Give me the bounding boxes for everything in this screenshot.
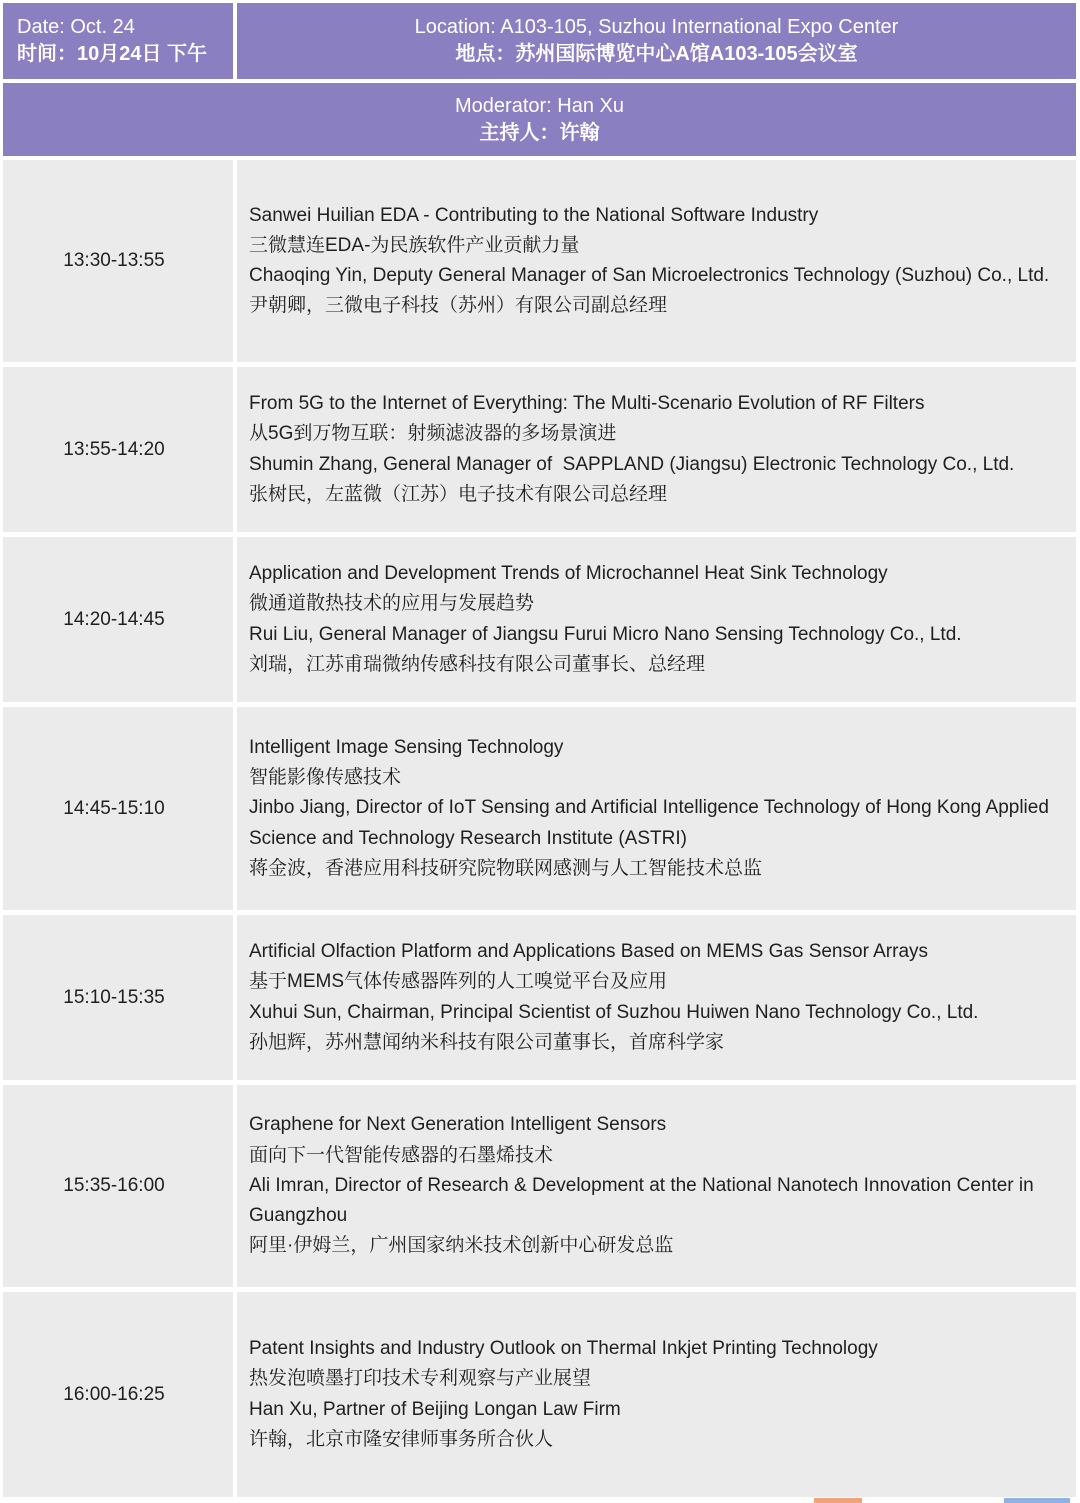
session-title-en: Application and Development Trends of Microchannel Heat Sink Technology xyxy=(249,563,888,585)
session-title-cn: 面向下一代智能传感器的石墨烯技术 xyxy=(249,1144,554,1166)
session-speaker-en: Jinbo Jiang, Director of IoT Sensing and Artificial Intelligence Technology of Hong Kong Applied Science and Technology Research Institute (ASTRI) xyxy=(249,797,1049,849)
session-title-en: From 5G to the Internet of Everything: The Multi-Scenario Evolution of RF Filters xyxy=(249,393,925,415)
session-speaker-cn: 蒋金波，香港应用科技研究院物联网感测与人工智能技术总监 xyxy=(249,857,763,879)
session-time: 15:10-15:35 xyxy=(3,915,233,1080)
session-title-en: Artificial Olfaction Platform and Applications Based on MEMS Gas Sensor Arrays xyxy=(249,941,929,963)
session-details xyxy=(237,367,1076,532)
session-time: 13:30-13:55 xyxy=(3,160,233,362)
location-en: Location: A103-105, Suzhou International Expo Center xyxy=(414,16,899,38)
accent-bar-blue xyxy=(1004,1498,1070,1503)
session-details xyxy=(237,707,1076,910)
session-speaker-en: Shumin Zhang, General Manager of SAPPLAND (Jiangsu) Electronic Technology Co., Ltd. xyxy=(249,453,1015,475)
session-row xyxy=(3,160,1076,362)
location-cn: 地点：苏州国际博览中心A馆A103-105会议室 xyxy=(455,43,858,65)
session-details xyxy=(237,1292,1076,1497)
session-speaker-cn: 许翰，北京市隆安律师事务所合伙人 xyxy=(249,1428,554,1450)
moderator-cn: 主持人：许翰 xyxy=(479,122,600,144)
session-title-cn: 基于MEMS气体传感器阵列的人工嗅觉平台及应用 xyxy=(249,971,668,993)
session-row xyxy=(3,1085,1076,1287)
date-cell xyxy=(3,3,233,79)
session-time: 14:45-15:10 xyxy=(3,707,233,910)
session-speaker-en: Han Xu, Partner of Beijing Longan Law Firm xyxy=(249,1398,621,1420)
session-details xyxy=(237,537,1076,702)
session-time: 15:35-16:00 xyxy=(3,1085,233,1287)
session-row xyxy=(3,367,1076,532)
session-title-en: Intelligent Image Sensing Technology xyxy=(249,736,564,758)
date-en: Date: Oct. 24 xyxy=(17,16,135,38)
session-speaker-en: Rui Liu, General Manager of Jiangsu Furui Micro Nano Sensing Technology Co., Ltd. xyxy=(249,623,962,645)
session-title-cn: 热发泡喷墨打印技术专利观察与产业展望 xyxy=(249,1368,592,1390)
session-row xyxy=(3,537,1076,702)
session-title-en: Patent Insights and Industry Outlook on Thermal Inkjet Printing Technology xyxy=(249,1338,878,1360)
session-row xyxy=(3,1292,1076,1497)
session-row xyxy=(3,915,1076,1080)
session-title-cn: 三微慧连EDA-为民族软件产业贡献力量 xyxy=(249,234,580,256)
date-cn: 时间：10月24日 下午 xyxy=(17,43,208,65)
session-title-en: Sanwei Huilian EDA - Contributing to the National Software Industry xyxy=(249,204,819,226)
session-speaker-en: Xuhui Sun, Chairman, Principal Scientist of Suzhou Huiwen Nano Technology Co., Ltd. xyxy=(249,1001,979,1023)
session-speaker-cn: 孙旭辉，苏州慧闻纳米科技有限公司董事长，首席科学家 xyxy=(249,1031,725,1053)
session-title-cn: 智能影像传感技术 xyxy=(249,767,402,789)
session-time: 16:00-16:25 xyxy=(3,1292,233,1497)
session-title-cn: 从5G到万物互联：射频滤波器的多场景演进 xyxy=(249,423,617,445)
header-row xyxy=(3,3,1076,79)
session-time: 13:55-14:20 xyxy=(3,367,233,532)
session-details xyxy=(237,915,1076,1080)
session-speaker-en: Ali Imran, Director of Research & Development at the National Nanotech Innovation Center in Guangzhou xyxy=(249,1174,1034,1227)
session-speaker-cn: 阿里·伊姆兰，广州国家纳米技术创新中心研发总监 xyxy=(249,1235,674,1257)
session-details xyxy=(237,1085,1076,1287)
moderator-en: Moderator: Han Xu xyxy=(455,95,624,117)
session-speaker-en: Chaoqing Yin, Deputy General Manager of San Microelectronics Technology (Suzhou) Co., Ltd. xyxy=(249,265,1050,286)
session-speaker-cn: 刘瑞，江苏甫瑞微纳传感科技有限公司董事长、总经理 xyxy=(249,653,706,675)
moderator-row xyxy=(3,83,1076,156)
session-speaker-cn: 张树民，左蓝微（江苏）电子技术有限公司总经理 xyxy=(249,483,668,505)
session-time: 14:20-14:45 xyxy=(3,537,233,702)
session-title-cn: 微通道散热技术的应用与发展趋势 xyxy=(249,593,535,615)
session-title-en: Graphene for Next Generation Intelligent Sensors xyxy=(249,1114,667,1136)
session-speaker-cn: 尹朝卿，三微电子科技（苏州）有限公司副总经理 xyxy=(249,295,668,317)
location-cell xyxy=(237,3,1076,79)
session-details xyxy=(237,160,1076,362)
session-row xyxy=(3,707,1076,910)
accent-bar-orange xyxy=(814,1498,862,1503)
agenda-table xyxy=(3,3,1076,1497)
